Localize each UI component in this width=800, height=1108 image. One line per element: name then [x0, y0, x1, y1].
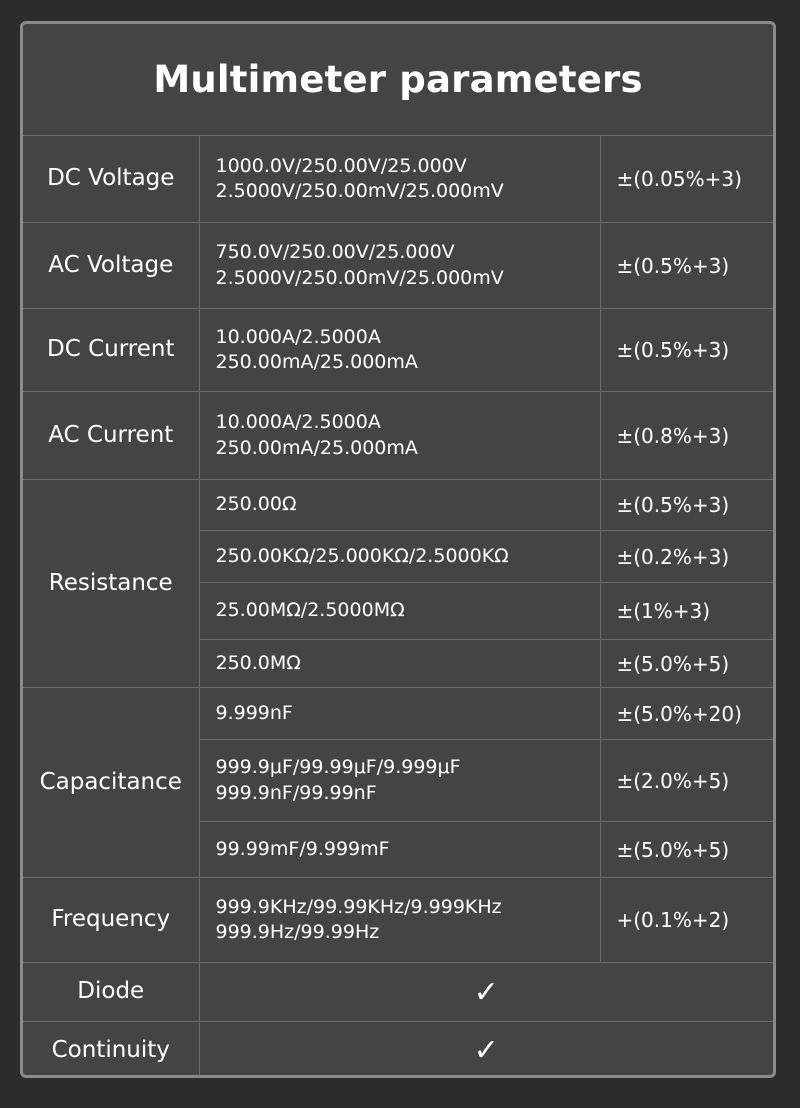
parameter-name: Capacitance: [23, 688, 199, 878]
range-value: 1000.0V/250.00V/25.000V: [215, 154, 467, 177]
table-row: [23, 480, 773, 531]
range-value: 999.9KHz/99.99KHz/9.999KHz: [215, 895, 502, 918]
range-value: 2.5000V/250.00mV/25.000mV: [215, 180, 504, 202]
range-cell: [199, 740, 600, 822]
range-value: 2.5000V/250.00mV/25.000mV: [215, 266, 504, 289]
range-value: 250.00mA/25.000mA: [215, 351, 418, 373]
range-cell: [199, 223, 600, 309]
spec-table: [23, 135, 773, 1078]
range-value: 999.9Hz/99.99Hz: [215, 921, 380, 943]
range-value: 250.00KΩ/25.000KΩ/2.5000KΩ: [215, 544, 509, 567]
range-value: 99.99mF/9.999mF: [215, 837, 390, 860]
range-cell: [199, 309, 600, 392]
parameter-name: DC Current: [23, 309, 199, 392]
table-row: [23, 878, 773, 963]
accuracy-value: ±(0.05%+3): [600, 136, 773, 223]
accuracy-value: ±(0.5%+3): [600, 309, 773, 392]
accuracy-value: +(0.1%+2): [600, 878, 773, 963]
range-value: 999.9nF/99.99nF: [215, 781, 377, 804]
spec-card: [20, 21, 776, 1078]
table-row: [23, 963, 773, 1022]
range-cell: [199, 480, 600, 531]
parameter-name: AC Current: [23, 392, 199, 480]
table-row: [23, 1022, 773, 1079]
range-value: 750.0V/250.00V/25.000V: [215, 241, 455, 264]
table-row: [23, 688, 773, 740]
range-cell: [199, 822, 600, 878]
parameter-name: Frequency: [23, 878, 199, 963]
accuracy-value: ±(2.0%+5): [600, 740, 773, 822]
checkmark-icon: ✓: [199, 1022, 773, 1079]
accuracy-value: ±(5.0%+5): [600, 640, 773, 688]
accuracy-value: ±(5.0%+20): [600, 688, 773, 740]
parameter-name: DC Voltage: [23, 136, 199, 223]
range-value: 25.00MΩ/2.5000MΩ: [215, 599, 405, 622]
range-cell: [199, 640, 600, 688]
accuracy-value: ±(0.5%+3): [600, 480, 773, 531]
parameter-name: Resistance: [23, 480, 199, 688]
accuracy-value: ±(1%+3): [600, 583, 773, 640]
range-cell: [199, 688, 600, 740]
table-row: [23, 223, 773, 309]
accuracy-value: ±(0.8%+3): [600, 392, 773, 480]
range-value: 10.000A/2.5000A: [215, 411, 381, 434]
table-row: [23, 309, 773, 392]
parameter-name: Continuity: [23, 1022, 199, 1079]
range-value: 10.000A/2.5000A: [215, 325, 381, 348]
range-value: 250.00mA/25.000mA: [215, 436, 418, 459]
range-cell: [199, 136, 600, 223]
range-value: 250.0MΩ: [215, 651, 301, 674]
range-cell: [199, 392, 600, 480]
table-row: [23, 392, 773, 480]
range-cell: [199, 583, 600, 640]
accuracy-value: ±(0.5%+3): [600, 223, 773, 309]
range-cell: [199, 878, 600, 963]
checkmark-icon: ✓: [199, 963, 773, 1022]
accuracy-value: ±(0.2%+3): [600, 531, 773, 583]
range-value: 999.9μF/99.99μF/9.999μF: [215, 756, 461, 779]
parameter-name: Diode: [23, 963, 199, 1022]
parameter-name: AC Voltage: [23, 223, 199, 309]
table-row: [23, 136, 773, 223]
range-value: 250.00Ω: [215, 493, 297, 516]
range-cell: [199, 531, 600, 583]
accuracy-value: ±(5.0%+5): [600, 822, 773, 878]
page-title: Multimeter parameters: [153, 58, 643, 101]
range-value: 9.999nF: [215, 701, 293, 724]
